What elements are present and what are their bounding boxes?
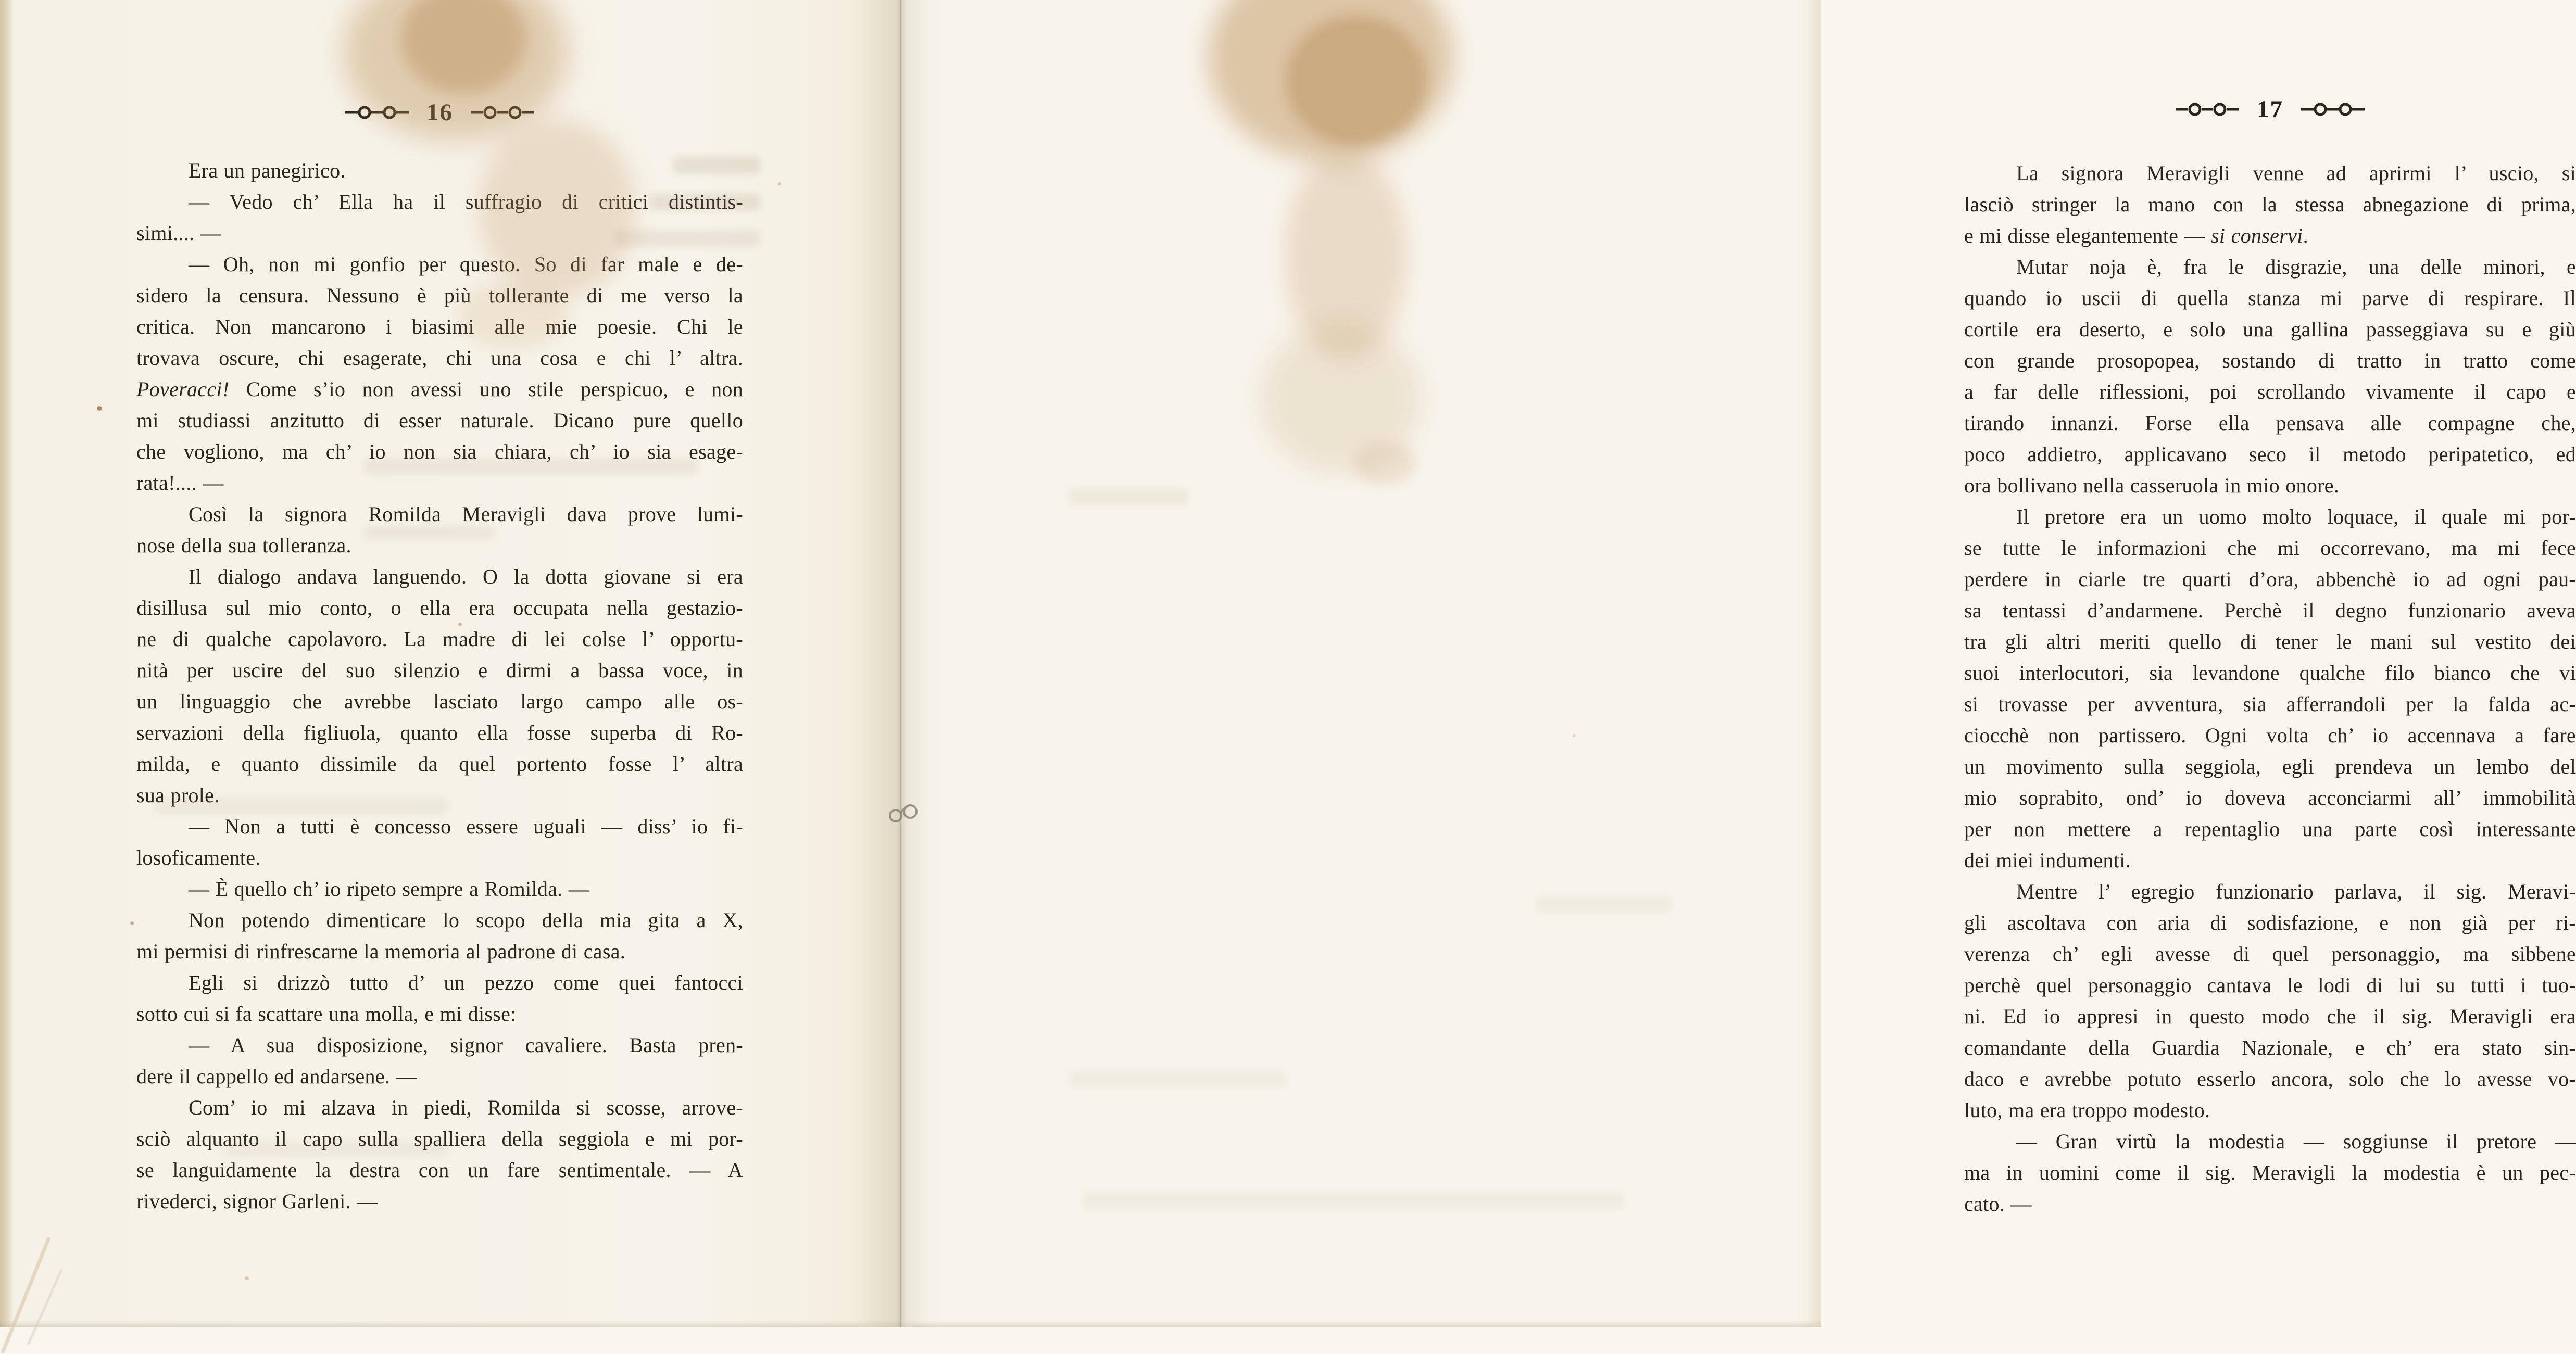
text-line: dere il cappello ed andarsene. — <box>136 1065 417 1088</box>
foxing-dot <box>130 921 134 925</box>
showthrough-smudge <box>156 798 448 814</box>
text-line: mi permisi di rinfrescarne la memoria al padrone di casa. <box>136 940 626 963</box>
text-line: nose della sua tolleranza. <box>136 534 351 557</box>
text-line: lasciò stringer la mano con la stessa abnegazione di prima, <box>1964 193 2576 216</box>
foxing-dot <box>245 1276 249 1280</box>
text-line: losoficamente. <box>136 846 261 869</box>
text-line: simi.... — <box>136 221 221 245</box>
text-line: Com’ io mi alzava in piedi, Romilda si scosse, arrove- <box>189 1096 743 1119</box>
showthrough-smudge <box>365 458 698 475</box>
text-line: servazioni della figliuola, quanto ella fosse superba di Ro- <box>136 721 743 744</box>
text-line: sciò alquanto il capo sulla spalliera della seggiola e mi por- <box>136 1127 743 1150</box>
text-line: a far delle riflessioni, poi scrollando vivamente il capo e <box>1964 380 2576 403</box>
text-line: cato. — <box>1964 1192 2032 1216</box>
text-line: rata!.... — <box>136 471 224 495</box>
text-line: Mentre l’ egregio funzionario parlava, il sig. Meravi- <box>2016 880 2576 903</box>
chain-ornament-icon <box>2301 103 2365 116</box>
foxing-dot <box>458 623 462 626</box>
gutter-shadow <box>854 0 948 1327</box>
text-line: ma in uomini come il sig. Meravigli la modestia è un pec- <box>1964 1161 2576 1184</box>
text-line: Non potendo dimenticare lo scopo della mia gita a X, <box>189 908 743 932</box>
text-line: luto, ma era troppo modesto. <box>1964 1098 2210 1122</box>
page-number: 16 <box>426 99 453 126</box>
text-line: quando io uscii di quella stanza mi parve di respirare. Il <box>1964 286 2576 310</box>
text-line: tra gli altri meriti quello di tener le mani sul vestito dei <box>1964 630 2576 653</box>
text-line: — Non a tutti è concesso essere uguali — diss’ io fi- <box>189 815 743 838</box>
text-line: Così la signora Romilda Meravigli dava prove lumi- <box>189 502 743 526</box>
text-line: sua prole. <box>136 783 220 807</box>
scan-edge-left <box>0 0 14 1327</box>
text-line: daco e avrebbe potuto esserlo ancora, solo che lo avesse vo- <box>1964 1067 2576 1091</box>
page-17 <box>901 0 2576 1327</box>
text-line: se languidamente la destra con un fare sentimentale. — A <box>136 1158 743 1182</box>
text-line: sidero la censura. Nessuno è più tollerante di me verso la <box>136 284 743 307</box>
scan-edge-right <box>1809 0 1821 1327</box>
text-line: nità per uscire del suo silenzio e dirmi a bassa voce, in <box>136 659 743 682</box>
foxing-dot <box>97 406 102 411</box>
text-line: — Gran virtù la modestia — soggiunse il pretore — <box>2016 1130 2576 1153</box>
text-line: sa tentassi d’andarmene. Perchè il degno funzionario aveva <box>1964 599 2576 622</box>
showthrough-smudge <box>673 156 760 174</box>
text-line: e mi disse elegantemente — si conservi. <box>1964 224 2308 247</box>
text-line: cortile era deserto, e solo una gallina passeggiava su e giù <box>1964 318 2576 341</box>
text-line: che vogliono, ma ch’ io non sia chiara, ch’ io sia esage- <box>136 440 743 463</box>
chain-ornament-icon <box>2176 103 2239 116</box>
text-line: ne di qualche capolavoro. La madre di lei colse l’ opportu- <box>136 627 743 651</box>
text-line: Poveracci! Come s’io non avessi uno stile perspicuo, e non <box>136 377 743 401</box>
text-line: ora bollivano nella casseruola in mio onore. <box>1964 474 2340 497</box>
text-line: — È quello ch’ io ripeto sempre a Romilda. — <box>189 877 590 901</box>
text-line: milda, e quanto dissimile da quel portento fosse l’ altra <box>136 752 743 776</box>
text-line: Il pretore era un uomo molto loquace, il quale mi por- <box>2016 505 2576 528</box>
text-line: Era un panegirico. <box>189 159 346 182</box>
text-line: Mutar noja è, fra le disgrazie, una delle minori, e <box>2016 255 2576 279</box>
showthrough-smudge <box>1083 1192 1625 1209</box>
text-line: Il dialogo andava languendo. O la dotta giovane si era <box>189 565 743 588</box>
text-line: per non mettere a repentaglio una parte così interessante <box>1964 817 2576 841</box>
text-line: verenza ch’ egli avesse di quel personaggio, ma sibbene <box>1964 942 2576 966</box>
text-line: critica. Non mancarono i biasimi alle mie poesie. Chi le <box>136 315 743 338</box>
page-17-text <box>1964 158 2576 1220</box>
text-line: se tutte le informazioni che mi occorrevano, ma mi fece <box>1964 536 2576 560</box>
text-line: La signora Meravigli venne ad aprirmi l’ uscio, si <box>2016 161 2576 185</box>
scan-edge-bottom <box>0 1320 1821 1327</box>
text-line: gli ascoltava con aria di sodisfazione, e non già per ri- <box>1964 911 2576 934</box>
showthrough-smudge <box>365 525 495 540</box>
text-line: rivederci, signor Garleni. — <box>136 1190 378 1213</box>
text-line: poco addietro, applicavano seco il metodo peripatetico, ed <box>1964 442 2576 466</box>
chain-ornament-icon <box>345 106 409 119</box>
showthrough-smudge <box>224 1141 448 1157</box>
text-line: ciocchè non partissero. Ogni volta ch’ io accennava a fare <box>1964 724 2576 747</box>
showthrough-smudge <box>614 230 760 247</box>
foxing-dot <box>1573 734 1576 737</box>
page-17-header <box>1964 94 2576 125</box>
text-line: — Oh, non mi gonfio per questo. So di far male e de- <box>189 252 743 276</box>
text-line: un movimento sulla seggiola, egli prendeva un lembo del <box>1964 755 2576 778</box>
text-line: mi studiassi anzitutto di esser naturale. Dicano pure quello <box>136 409 743 432</box>
showthrough-smudge <box>1536 896 1672 912</box>
text-line: ni. Ed io appresi in questo modo che il sig. Meravigli era <box>1964 1005 2576 1028</box>
page-number: 17 <box>2257 96 2283 123</box>
text-line: perchè quel personaggio cantava le lodi di lui su tutti i tuo- <box>1964 973 2576 997</box>
showthrough-smudge <box>1069 1071 1287 1087</box>
binding-thread <box>883 789 923 836</box>
text-line: — A sua disposizione, signor cavaliere. Basta pren- <box>189 1033 743 1057</box>
text-line: comandante della Guardia Nazionale, e ch’ era stato sin- <box>1964 1036 2576 1059</box>
text-line: perdere in ciarle tre quarti d’ora, abbenchè io ad ogni pau- <box>1964 567 2576 591</box>
text-line: suoi interlocutori, sia levandone qualche filo bianco che vi <box>1964 661 2576 685</box>
text-line: un linguaggio che avrebbe lasciato largo campo alle os- <box>136 690 743 713</box>
gutter-fold-line <box>900 0 901 1327</box>
text-line: — Vedo ch’ Ella ha il suffragio di critici distintis- <box>189 190 743 213</box>
text-line: mio soprabito, ond’ io doveva acconciarmi all’ immobilità <box>1964 786 2576 809</box>
page-16 <box>0 0 901 1327</box>
page-16-header <box>136 97 743 128</box>
text-line: con grande prosopopea, sostando di tratto in tratto come <box>1964 349 2576 372</box>
showthrough-smudge <box>1069 488 1188 505</box>
foxing-dot <box>778 182 781 185</box>
text-line: dei miei indumenti. <box>1964 849 2131 872</box>
text-line: si trovasse per avventura, sia afferrandoli per la falda ac- <box>1964 692 2576 716</box>
page-16-text <box>136 155 743 1217</box>
text-line: tirando innanzi. Forse ella pensava alle compagne che, <box>1964 411 2576 435</box>
text-line: trovava oscure, chi esagerate, chi una cosa e chi l’ altra. <box>136 346 743 370</box>
chain-ornament-icon <box>471 106 534 119</box>
text-line: Egli si drizzò tutto d’ un pezzo come quei fantocci <box>189 971 743 994</box>
showthrough-smudge <box>650 194 760 210</box>
text-line: sotto cui si fa scattare una molla, e mi disse: <box>136 1002 517 1026</box>
text-line: disillusa sul mio conto, o ella era occupata nella gestazio- <box>136 596 743 619</box>
